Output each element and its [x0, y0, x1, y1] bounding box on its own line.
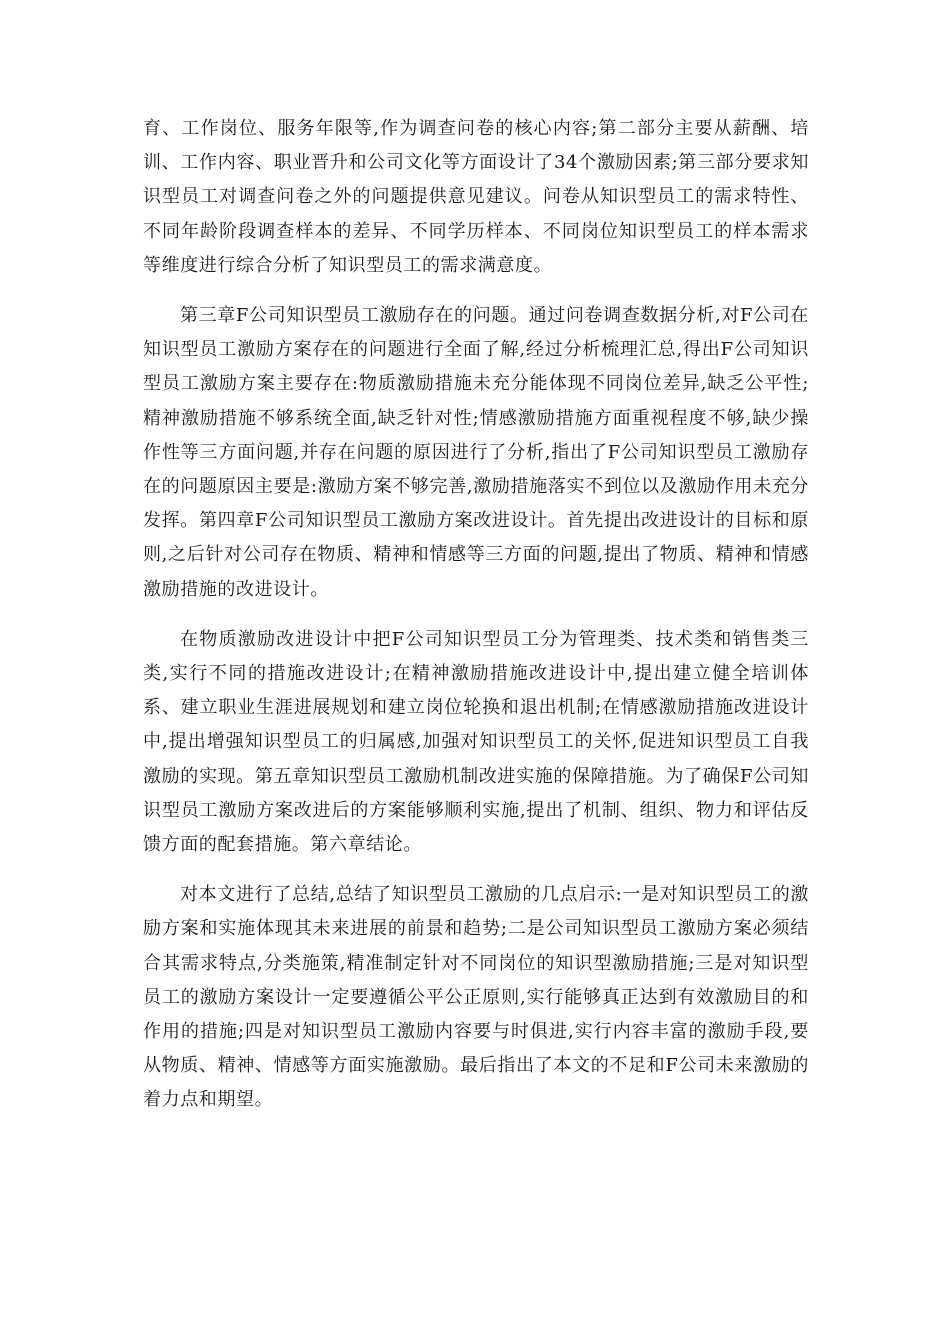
paragraph-1: 育、工作岗位、服务年限等,作为调查问卷的核心内容;第二部分主要从薪酬、培训、工作内容、职业晋升和公司文化等方面设计了34个激励因素;第三部分要求知识型员工对调查问卷之外的问题提供意见建议。问卷从知识型员工的需求特性、不同年龄阶段调查样本的差异、不同学历样本、不同岗位知识型员工的样本需求等维度进行综合分析了知识型员工的需求满意度。 [143, 118, 809, 276]
paragraph-4: 对本文进行了总结,总结了知识型员工激励的几点启示:一是对知识型员工的激励方案和实施体现其未来进展的前景和趋势;二是公司知识型员工激励方案必须结合其需求特点,分类施策,精准制定针对不同岗位的知识型激励措施;三是对知识型员工的激励方案设计一定要遵循公平公正原则,实行能够真正达到有效激励目的和作用的措施;四是对知识型员工激励内容要与时俱进,实行内容丰富的激励手段,要从物质、精神、情感等方面实施激励。最后指出了本文的不足和F公司未来激励的着力点和期望。 [143, 884, 809, 1111]
document-body [143, 112, 809, 1118]
paragraph-2: 第三章F公司知识型员工激励存在的问题。通过问卷调查数据分析,对F公司在知识型员工激励方案存在的问题进行全面了解,经过分析梳理汇总,得出F公司知识型员工激励方案主要存在:物质激励措施未充分能体现不同岗位差异,缺乏公平性;精神激励措施不够系统全面,缺乏针对性;情感激励措施方面重视程度不够,缺少操作性等三方面问题,并存在问题的原因进行了分析,指出了F公司知识型员工激励存在的问题原因主要是:激励方案不够完善,激励措施落实不到位以及激励作用未充分发挥。第四章F公司知识型员工激励方案改进设计。首先提出改进设计的目标和原则,之后针对公司存在物质、精神和情感等三方面的问题,提出了物质、精神和情感激励措施的改进设计。 [143, 305, 809, 600]
paragraph-3: 在物质激励改进设计中把F公司知识型员工分为管理类、技术类和销售类三类,实行不同的措施改进设计;在精神激励措施改进设计中,提出建立健全培训体系、建立职业生涯进展规划和建立岗位轮换和退出机制;在情感激励措施改进设计中,提出增强知识型员工的归属感,加强对知识型员工的关怀,促进知识型员工自我激励的实现。第五章知识型员工激励机制改进实施的保障措施。为了确保F公司知识型员工激励方案改进后的方案能够顺利实施,提出了机制、组织、物力和评估反馈方面的配套措施。第六章结论。 [143, 628, 809, 856]
